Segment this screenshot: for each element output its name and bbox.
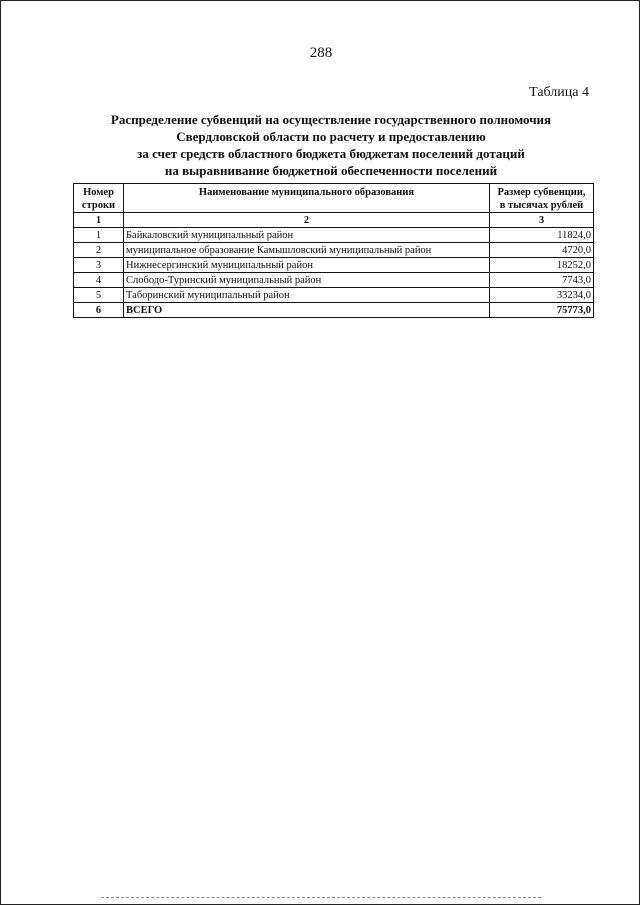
column-number-row <box>74 213 594 228</box>
column-number: 2 <box>124 213 490 228</box>
total-label: ВСЕГО <box>124 303 490 318</box>
column-number: 3 <box>490 213 594 228</box>
table-header-row <box>74 184 594 213</box>
subsidy-value: 4720,0 <box>490 243 594 258</box>
subsidy-value: 11824,0 <box>490 228 594 243</box>
subsidy-value: 7743,0 <box>490 273 594 288</box>
municipality-name: муниципальное образование Камышловский муниципальный район <box>124 243 490 258</box>
subsidy-table <box>73 183 594 318</box>
title-line-1: Распределение субвенций на осуществление государственного полномочия <box>110 112 552 127</box>
scan-edge-line <box>101 897 541 898</box>
table-label: Таблица 4 <box>529 85 589 100</box>
column-number: 1 <box>74 213 124 228</box>
subsidy-value: 18252,0 <box>490 258 594 273</box>
total-row <box>74 303 594 318</box>
total-row-number: 6 <box>74 303 124 318</box>
header-row-number-line-1: Номер <box>83 187 114 198</box>
row-number: 4 <box>74 273 124 288</box>
municipality-name: Таборинский муниципальный район <box>124 288 490 303</box>
row-number: 3 <box>74 258 124 273</box>
header-subsidy-amount-line-2: в тысячах рублей <box>499 200 584 211</box>
document-title <box>61 111 601 179</box>
page-number: 288 <box>309 45 333 61</box>
table-row <box>74 273 594 288</box>
title-line-2: Свердловской области по расчету и предоставлению <box>176 129 486 144</box>
header-row-number <box>74 184 124 213</box>
row-number: 2 <box>74 243 124 258</box>
title-line-3: за счет средств областного бюджета бюджетам поселений дотаций <box>137 146 525 161</box>
municipality-name: Слободо-Туринский муниципальный район <box>124 273 490 288</box>
header-subsidy-amount-line-1: Размер субвенции, <box>497 187 586 198</box>
total-value: 75773,0 <box>490 303 594 318</box>
subsidy-value: 33234,0 <box>490 288 594 303</box>
table-row <box>74 243 594 258</box>
title-line-4: на выравнивание бюджетной обеспеченности поселений <box>164 163 498 178</box>
row-number: 1 <box>74 228 124 243</box>
header-row-number-line-2: строки <box>81 200 116 211</box>
table-row <box>74 228 594 243</box>
header-municipality-name: Наименование муниципального образования <box>124 184 490 213</box>
row-number: 5 <box>74 288 124 303</box>
header-subsidy-amount <box>490 184 594 213</box>
table-row <box>74 288 594 303</box>
municipality-name: Нижнесергинский муниципальный район <box>124 258 490 273</box>
municipality-name: Байкаловский муниципальный район <box>124 228 490 243</box>
table-row <box>74 258 594 273</box>
